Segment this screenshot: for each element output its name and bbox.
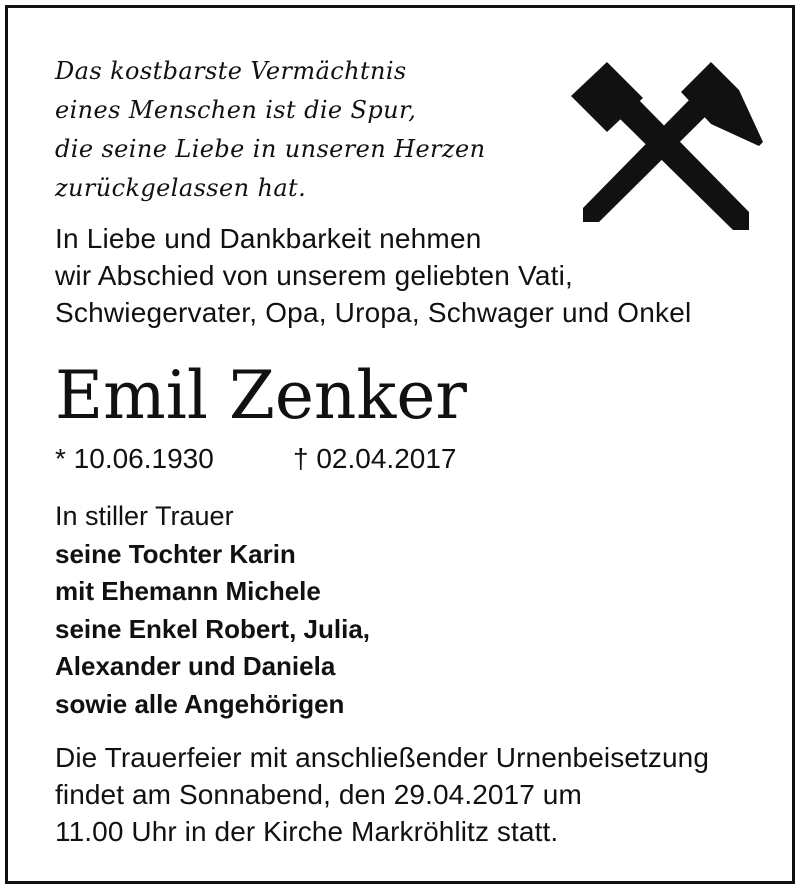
mourner-line: seine Enkel Robert, Julia, [55,613,370,644]
memorial-quote [55,52,575,208]
farewell-intro [55,220,691,331]
mourning-lead: In stiller Trauer [55,501,234,531]
mourners-list [55,498,370,723]
service-line: 11.00 Uhr in der Kirche Markröhlitz statt. [55,816,559,847]
quote-line: die seine Liebe in unseren Herzen [55,135,486,163]
intro-line: In Liebe und Dankbarkeit nehmen [55,223,482,254]
mourner-line: mit Ehemann Michele [55,576,321,606]
intro-line: wir Abschied von unserem geliebten Vati, [55,260,573,291]
intro-line: Schwiegervater, Opa, Uropa, Schwager und Onkel [55,297,692,328]
quote-line: eines Menschen ist die Spur, [55,96,417,124]
quote-line: Das kostbarste Vermächtnis [55,57,407,85]
mourner-line: Alexander und Daniela [55,651,336,681]
hammer-and-pick-icon [563,50,763,240]
service-line: findet am Sonnabend, den 29.04.2017 um [55,779,582,810]
mourner-line: sowie alle Angehörigen [55,688,345,719]
birth-date: * 10.06.1930 [55,443,214,474]
service-line: Die Trauerfeier mit anschließender Urnenbeisetzung [55,742,709,773]
deceased-name: Emil Zenker [55,357,467,434]
obituary-frame [5,5,795,884]
life-dates [55,440,457,478]
mourner-line: seine Tochter Karin [55,538,296,569]
quote-line: zurückgelassen hat. [55,174,307,202]
death-date: † 02.04.2017 [293,443,457,474]
funeral-service-info [55,739,709,850]
